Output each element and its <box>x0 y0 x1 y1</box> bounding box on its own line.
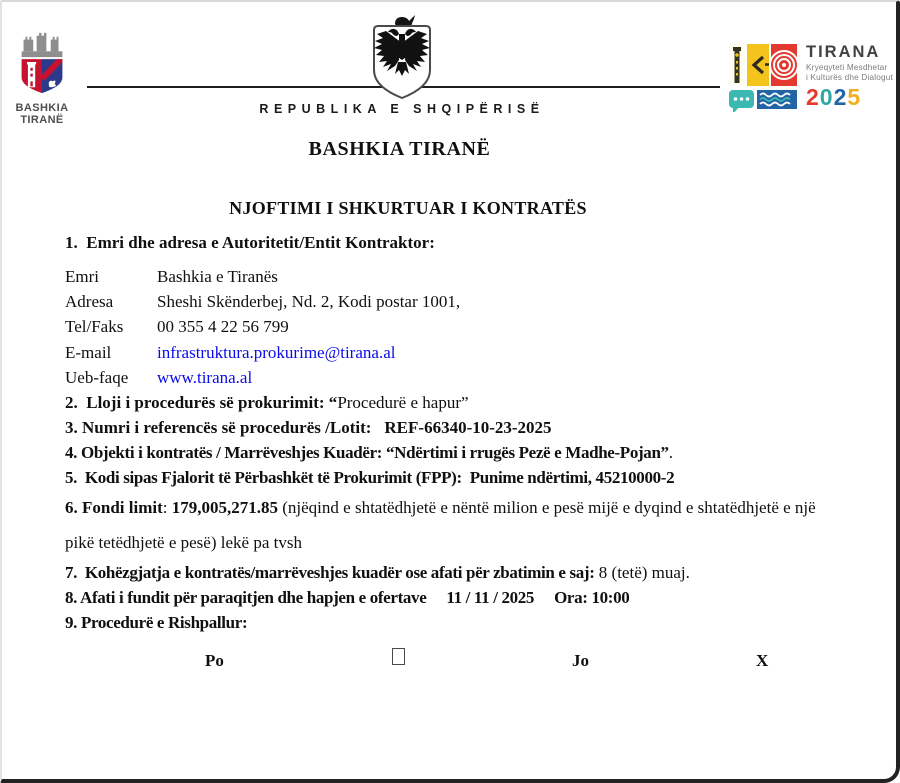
section-7 <box>65 560 844 585</box>
contact-label: E-mail <box>65 342 112 362</box>
contact-value: Sheshi Skënderbej, Nd. 2, Kodi postar 1001, <box>157 292 461 312</box>
albania-eagle-emblem <box>368 14 436 102</box>
email-link[interactable]: infrastruktura.prokurime@tirana.al <box>157 342 396 362</box>
section-6-amount: 179,005,271.85 <box>171 498 278 518</box>
section-8 <box>65 585 844 610</box>
document-title: NJOFTIMI I SHKURTUAR I KONTRATËS <box>229 198 587 218</box>
section-3-value: REF-66340-10-23-2025 <box>384 418 552 438</box>
contact-row-web <box>65 365 844 390</box>
contact-label: Adresa <box>65 292 114 312</box>
contact-value: 00 355 4 22 56 799 <box>157 317 289 337</box>
section-2-value: Procedurë e hapur” <box>337 393 469 413</box>
double-eagle-icon <box>368 14 436 102</box>
tirana-logo-subtitle: Kryeqyteti Mesdhetar i Kulturës dhe Dialogut <box>806 63 893 82</box>
tirana-logo-year: 2025 <box>806 84 862 111</box>
section-8-time: Ora: 10:00 <box>554 588 630 608</box>
document-body <box>65 230 844 674</box>
section-2-label: 2. Lloji i procedurës së prokurimit: “ <box>65 393 338 413</box>
section-9-heading: 9. Procedurë e Rishpallur: <box>65 613 248 633</box>
crest-caption-line2: TIRANË <box>20 114 64 126</box>
crest-caption-line1: BASHKIA <box>15 102 69 114</box>
section-4-label: 4. Objekti i kontratës / Marrëveshjes Kuadër: “Ndërtimi i rrugës Pezë e Madhe-Pojan” <box>65 443 669 463</box>
contact-label: Tel/Faks <box>65 317 124 337</box>
section-7-value: 8 (tetë) muaj. <box>594 563 690 583</box>
org-title: BASHKIA TIRANË <box>308 138 491 160</box>
section-3 <box>65 415 844 440</box>
contact-label: Ueb-faqe <box>65 367 129 387</box>
republic-caption: REPUBLIKA E SHQIPËRISË <box>259 102 545 116</box>
section-5-label: 5. Kodi sipas Fjalorit të Përbashkët të Prokurimit (FPP): <box>65 468 462 488</box>
contact-value: Bashkia e Tiranës <box>157 267 278 286</box>
section-6-words: (njëqind e shtatëdhjetë e nëntë milion e pesë mijë e dyqind e shtatëdhjetë e një pikë tetëdhjetë e pesë) lekë pa tvsh <box>65 498 820 553</box>
tirana-2025-text <box>806 44 893 109</box>
section-5-value: Punime ndërtimi, 45210000-2 <box>469 468 675 488</box>
section-8-date: 11 / 11 / 2025 <box>446 588 535 608</box>
section-6-label: 6. Fondi limit <box>65 498 163 518</box>
bashkia-crest-icon <box>13 28 71 96</box>
section-5 <box>65 465 844 490</box>
tirana-2025-logo <box>729 44 893 112</box>
section-8-label: 8. Afati i fundit për paraqitjen dhe hapjen e ofertave <box>65 588 427 608</box>
contact-row-adresa <box>65 289 844 314</box>
option-po-label: Po <box>205 651 224 671</box>
website-link[interactable]: www.tirana.al <box>157 367 253 387</box>
option-jo-label: Jo <box>572 651 589 671</box>
section-2 <box>65 390 844 415</box>
contact-row-emri <box>65 264 844 289</box>
section-1-heading: 1. Emri dhe adresa e Autoritetit/Entit Kontraktor: <box>65 233 435 252</box>
tirana-2025-tiles-icon <box>729 44 797 112</box>
checkbox-empty-icon <box>392 648 405 665</box>
section-3-label: 3. Numri i referencës së procedurës /Lotit: <box>65 418 372 438</box>
tirana-logo-title: TIRANA <box>806 43 881 61</box>
section-7-label: 7. Kohëzgjatja e kontratës/marrëveshjes kuadër ose afati për zbatimin e saj: <box>65 563 595 583</box>
section-6 <box>65 490 844 560</box>
contact-row-telfaks <box>65 314 844 339</box>
option-x-mark: X <box>756 651 769 671</box>
section-4 <box>65 440 844 465</box>
contact-row-email <box>65 340 844 365</box>
contact-label: Emri <box>65 267 99 286</box>
section-4-period: . <box>668 443 673 463</box>
contact-block <box>65 264 844 390</box>
republish-options-row <box>65 648 844 674</box>
section-6-colon: : <box>162 498 172 518</box>
